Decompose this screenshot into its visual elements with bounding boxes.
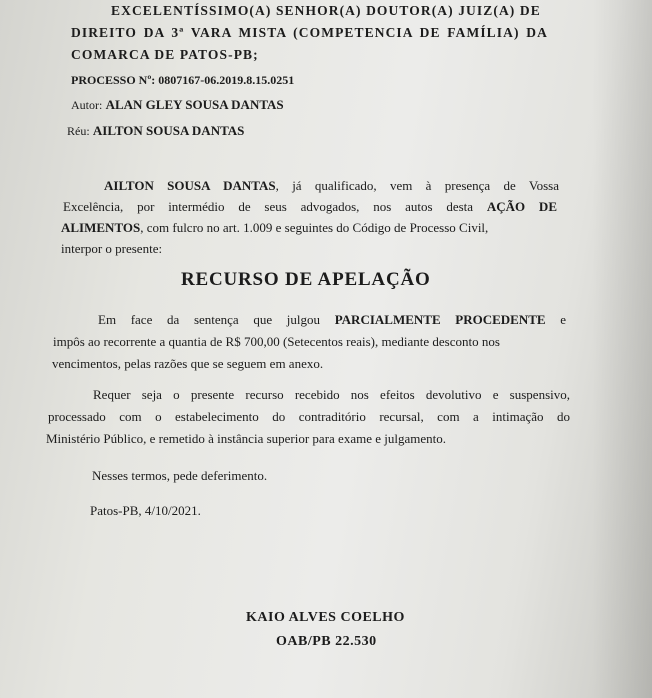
intro-line-4: interpor o presente: <box>61 241 163 256</box>
header-line-2: DIREITO DA 3ª VARA MISTA (COMPETENCIA DE FAMÍLIA) DA <box>71 25 548 40</box>
autor-line <box>71 97 284 113</box>
para1-line-1 <box>98 312 566 328</box>
para1-line-3: vencimentos, pelas razões que se seguem em anexo. <box>52 356 324 371</box>
para1-line-1-a: Em face da sentença que julgou <box>98 312 321 327</box>
intro-action-b: ALIMENTOS <box>61 220 141 235</box>
date-text: Patos-PB, 4/10/2021. <box>90 503 201 518</box>
intro-line-2 <box>63 199 557 215</box>
page-shadow <box>592 0 652 698</box>
signature-name: KAIO ALVES COELHO <box>246 610 405 625</box>
intro-line-1-rest: , já qualificado, vem à presença de Vossa <box>275 178 559 193</box>
para1-line-2: impôs ao recorrente a quantia de R$ 700,00 (Setecentos reais), mediante desconto nos <box>53 334 500 349</box>
para1-line-1-c: e <box>560 312 567 327</box>
intro-action-a: AÇÃO DE <box>486 199 557 214</box>
processo-number: PROCESSO Nº: 0807167-06.2019.8.15.0251 <box>71 73 295 87</box>
para1-verdict: PARCIALMENTE PROCEDENTE <box>334 312 546 327</box>
reu-line <box>67 123 244 139</box>
intro-line-3-b: , com fulcro no art. 1.009 e seguintes do Código de Processo Civil, <box>140 220 489 235</box>
autor-label: Autor: <box>71 98 103 112</box>
header-line-3: COMARCA DE PATOS-PB; <box>71 47 259 62</box>
reu-name: AILTON SOUSA DANTAS <box>92 123 245 138</box>
reu-label: Réu: <box>67 124 90 138</box>
intro-line-2-a: Excelência, por intermédio de seus advogados, nos autos desta <box>63 199 474 214</box>
signature-oab: OAB/PB 22.530 <box>276 634 377 649</box>
para2-line-1: Requer seja o presente recurso recebido nos efeitos devolutivo e suspensivo, <box>93 387 570 402</box>
document-title: RECURSO DE APELAÇÃO <box>181 269 431 290</box>
intro-name: AILTON SOUSA DANTAS <box>104 178 276 193</box>
para2-line-2: processado com o estabelecimento do contraditório recursal, com a intimação do <box>48 409 570 424</box>
autor-name: ALAN GLEY SOUSA DANTAS <box>105 97 284 112</box>
intro-line-1 <box>104 178 559 194</box>
para2-line-3: Ministério Público, e remetido à instância superior para exame e julgamento. <box>46 431 446 446</box>
closing-text: Nesses termos, pede deferimento. <box>92 468 268 483</box>
header-line-1: EXCELENTÍSSIMO(A) SENHOR(A) DOUTOR(A) JUIZ(A) DE <box>111 3 541 18</box>
intro-line-3 <box>61 220 488 236</box>
